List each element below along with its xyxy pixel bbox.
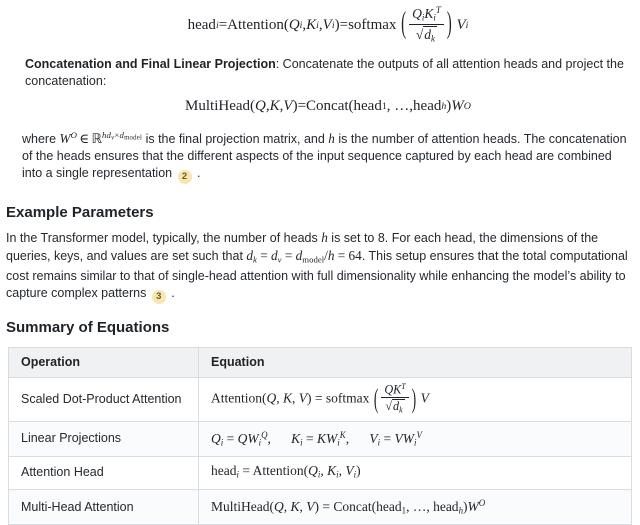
- operation-cell: Linear Projections: [9, 421, 199, 457]
- equation-attention-head: head i = Attention( Q i , K i , V i ) = softmax ( $\frac{QiKi^T}{√dk}$ ) V i: [187, 5, 469, 44]
- example-parameters-section: [0, 204, 640, 337]
- where-text-pre: where: [22, 132, 60, 147]
- equation-multihead: MultiHead( Q , K , V ) = Concat( head 1 , …, head h ) W O: [185, 97, 471, 114]
- equation-cell: Qi = QWi$^Q$, Ki = KWi$^K$, Vi = VWi$^V$: [199, 421, 632, 457]
- heading-example-parameters: Example Parameters: [6, 203, 154, 221]
- concatenation-section: [0, 6, 640, 184]
- where-text-post: .: [193, 166, 201, 181]
- table-row-scaled-dot-product: [9, 378, 632, 421]
- column-header-equation: Equation: [199, 348, 632, 378]
- paragraph-lead-rest: : Concatenate the outputs of all attention heads and project the concatenation:: [25, 57, 624, 89]
- where-paragraph: [22, 127, 634, 184]
- example-text-pre: In the Transformer model, typically, the number of heads: [6, 230, 322, 245]
- where-text-mid1: is the final projection matrix, and: [142, 132, 329, 147]
- example-text-mid2: . This setup ensures that the total computational cost remains similar to that of single-head attention with full dimensionality while enhancing the model’s ability to capture complex patterns: [6, 248, 628, 301]
- operation-cell: Attention Head: [9, 457, 199, 490]
- table-row-multi-head-attention: [9, 489, 632, 525]
- table-header-row: [9, 348, 632, 378]
- table-row-attention-head: [9, 457, 632, 490]
- example-text-mid1: is set to 8. For each head, the dimensions of the queries, keys, and values are set such that: [6, 230, 599, 263]
- document-page: [0, 5, 640, 516]
- inline-math-h2: h: [321, 229, 328, 245]
- equations-summary-table: [8, 347, 632, 525]
- inline-math-dimensions: dk = dv = dmodel/h = 64: [246, 247, 362, 265]
- equation-cell: headi = Attention(Qi, Ki, Vi): [199, 457, 632, 490]
- operation-cell: Scaled Dot-Product Attention: [9, 378, 199, 421]
- citation-badge-3[interactable]: 3: [152, 290, 166, 304]
- inline-math-projection-matrix: $W^O$ ∈ ℝ$^{hdv\times dmodel}$: [59, 130, 143, 148]
- inline-math-h: h: [328, 131, 335, 147]
- column-header-operation: Operation: [9, 348, 199, 378]
- example-text-post: .: [167, 286, 175, 301]
- equation-cell: Attention(Q, K, V) = softmax ( $\frac{QK^T}{√dk}$ ) V: [199, 378, 632, 421]
- citation-badge-2[interactable]: 2: [178, 170, 192, 184]
- paragraph-lead-bold: Concatenation and Final Linear Projection: [25, 57, 276, 72]
- table-row-linear-projections: [9, 421, 632, 457]
- heading-summary-of-equations: Summary of Equations: [6, 319, 170, 337]
- operation-cell: Multi-Head Attention: [9, 489, 199, 525]
- example-paragraph: [6, 229, 634, 304]
- equation-cell: MultiHead(Q, K, V) = Concat(head1, …, $headh)W^O$: [199, 489, 632, 525]
- where-text-mid2: is the number of attention heads. The concatenation of the heads ensures that the different aspects of the input sequence captured by each head are combined into a single representation: [22, 132, 627, 181]
- concatenation-paragraph: [25, 56, 634, 90]
